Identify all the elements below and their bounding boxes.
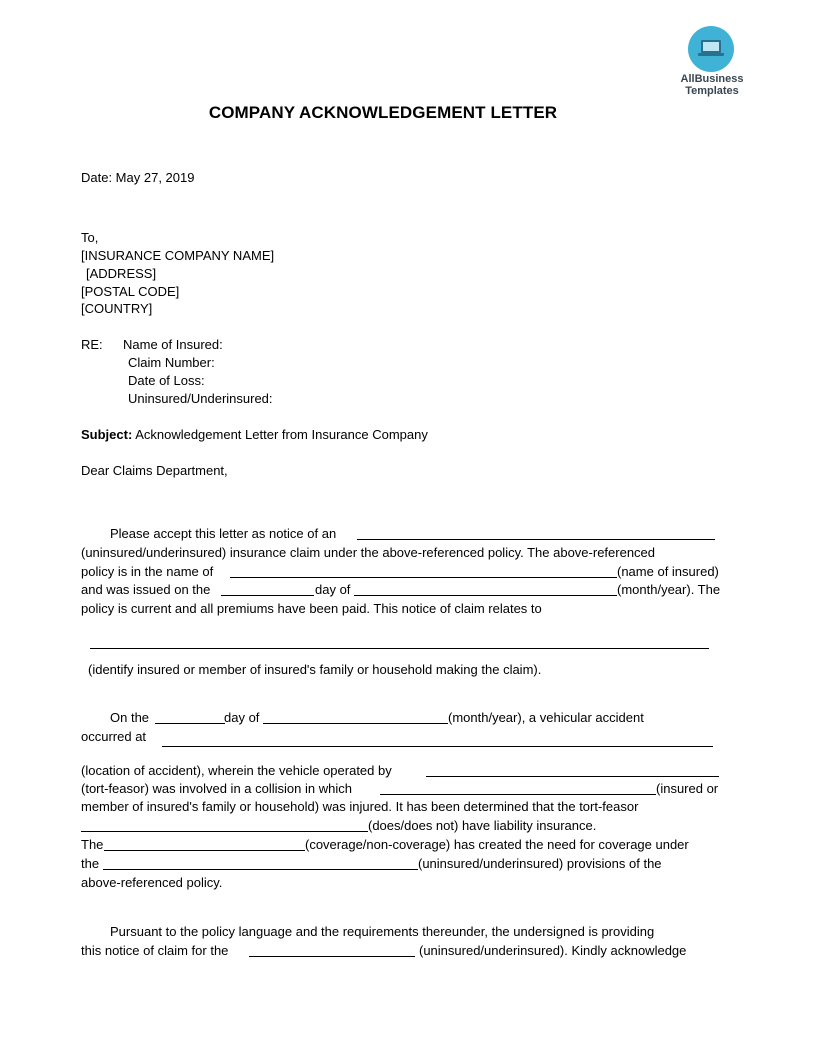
blank-claim-type[interactable] bbox=[249, 956, 415, 957]
recipient-address: [ADDRESS] bbox=[86, 266, 157, 281]
logo-text-line2: Templates bbox=[685, 85, 739, 97]
para1-line4-dayof: day of bbox=[315, 582, 351, 597]
para2-line6: (does/does not) have liability insurance. bbox=[368, 818, 597, 833]
para3-line2-end: (uninsured/underinsured). Kindly acknowledge bbox=[419, 943, 687, 958]
blank-provisions-type[interactable] bbox=[103, 869, 418, 870]
laptop-icon bbox=[688, 26, 734, 72]
para2-line7-start: The bbox=[81, 837, 104, 852]
para3-line2-start: this notice of claim for the bbox=[81, 943, 229, 958]
para2-line1-end: (month/year), a vehicular accident bbox=[448, 710, 644, 725]
re-date-of-loss: Date of Loss: bbox=[128, 373, 205, 388]
allbusiness-templates-logo bbox=[676, 26, 748, 102]
para1-line6: (identify insured or member of insured's family or household making the claim). bbox=[88, 662, 542, 677]
para1-line4-start: and was issued on the bbox=[81, 582, 211, 597]
para3-line1: Pursuant to the policy language and the requirements thereunder, the undersigned is providing bbox=[110, 924, 655, 939]
blank-vehicle-operator[interactable] bbox=[426, 776, 719, 777]
para2-line9: above-referenced policy. bbox=[81, 875, 223, 890]
recipient-postal-code: [POSTAL CODE] bbox=[81, 284, 180, 299]
blank-accident-day[interactable] bbox=[155, 723, 225, 724]
para1-line3-end: (name of insured) bbox=[617, 564, 719, 579]
re-uninsured-underinsured: Uninsured/Underinsured: bbox=[128, 391, 273, 406]
recipient-to: To, bbox=[81, 230, 99, 245]
para2-line2: occurred at bbox=[81, 729, 147, 744]
para2-line3: (location of accident), wherein the vehicle operated by bbox=[81, 763, 392, 778]
subject-line bbox=[81, 426, 428, 443]
blank-accident-location[interactable] bbox=[162, 746, 713, 747]
document-title: COMPANY ACKNOWLEDGEMENT LETTER bbox=[208, 103, 558, 122]
para1-line3-start: policy is in the name of bbox=[81, 564, 214, 579]
para2-line8-start: the bbox=[81, 856, 100, 871]
subject-text: Acknowledgement Letter from Insurance Company bbox=[132, 427, 428, 442]
subject-label: Subject: bbox=[81, 427, 133, 442]
para1-line2: (uninsured/underinsured) insurance claim under the above-referenced policy. The above-referenced bbox=[81, 545, 656, 560]
recipient-company: [INSURANCE COMPANY NAME] bbox=[81, 248, 275, 263]
letter-date: Date: May 27, 2019 bbox=[81, 170, 195, 185]
re-claim-number: Claim Number: bbox=[128, 355, 215, 370]
para2-line4-end: (insured or bbox=[656, 781, 719, 796]
para1-line4-end: (month/year). The bbox=[617, 582, 721, 597]
re-name-of-insured: Name of Insured: bbox=[123, 337, 223, 352]
re-label: RE: bbox=[81, 337, 103, 352]
logo-text-line1: AllBusiness bbox=[680, 73, 744, 85]
blank-insured-name[interactable] bbox=[230, 577, 617, 578]
blank-coverage[interactable] bbox=[104, 850, 305, 851]
blank-claimant[interactable] bbox=[90, 648, 709, 649]
blank-issue-month-year[interactable] bbox=[354, 595, 617, 596]
blank-injured-person[interactable] bbox=[380, 794, 656, 795]
recipient-country: [COUNTRY] bbox=[81, 301, 153, 316]
para2-line1-start: On the bbox=[110, 710, 150, 725]
para1-line1: Please accept this letter as notice of an bbox=[110, 526, 337, 541]
blank-liability-insurance[interactable] bbox=[81, 831, 368, 832]
salutation: Dear Claims Department, bbox=[81, 463, 228, 478]
blank-issue-day[interactable] bbox=[221, 595, 314, 596]
para2-line7-end: (coverage/non-coverage) has created the need for coverage under bbox=[305, 837, 689, 852]
para1-line5: policy is current and all premiums have been paid. This notice of claim relates to bbox=[81, 601, 542, 616]
para2-line5: member of insured's family or household) was injured. It has been determined that the tort-feasor bbox=[81, 799, 639, 814]
para2-line1-dayof: day of bbox=[224, 710, 260, 725]
para2-line8-end: (uninsured/underinsured) provisions of the bbox=[418, 856, 662, 871]
para2-line4-start: (tort-feasor) was involved in a collision in which bbox=[81, 781, 352, 796]
blank-accident-month-year[interactable] bbox=[263, 723, 448, 724]
blank-uninsured-type[interactable] bbox=[357, 539, 715, 540]
